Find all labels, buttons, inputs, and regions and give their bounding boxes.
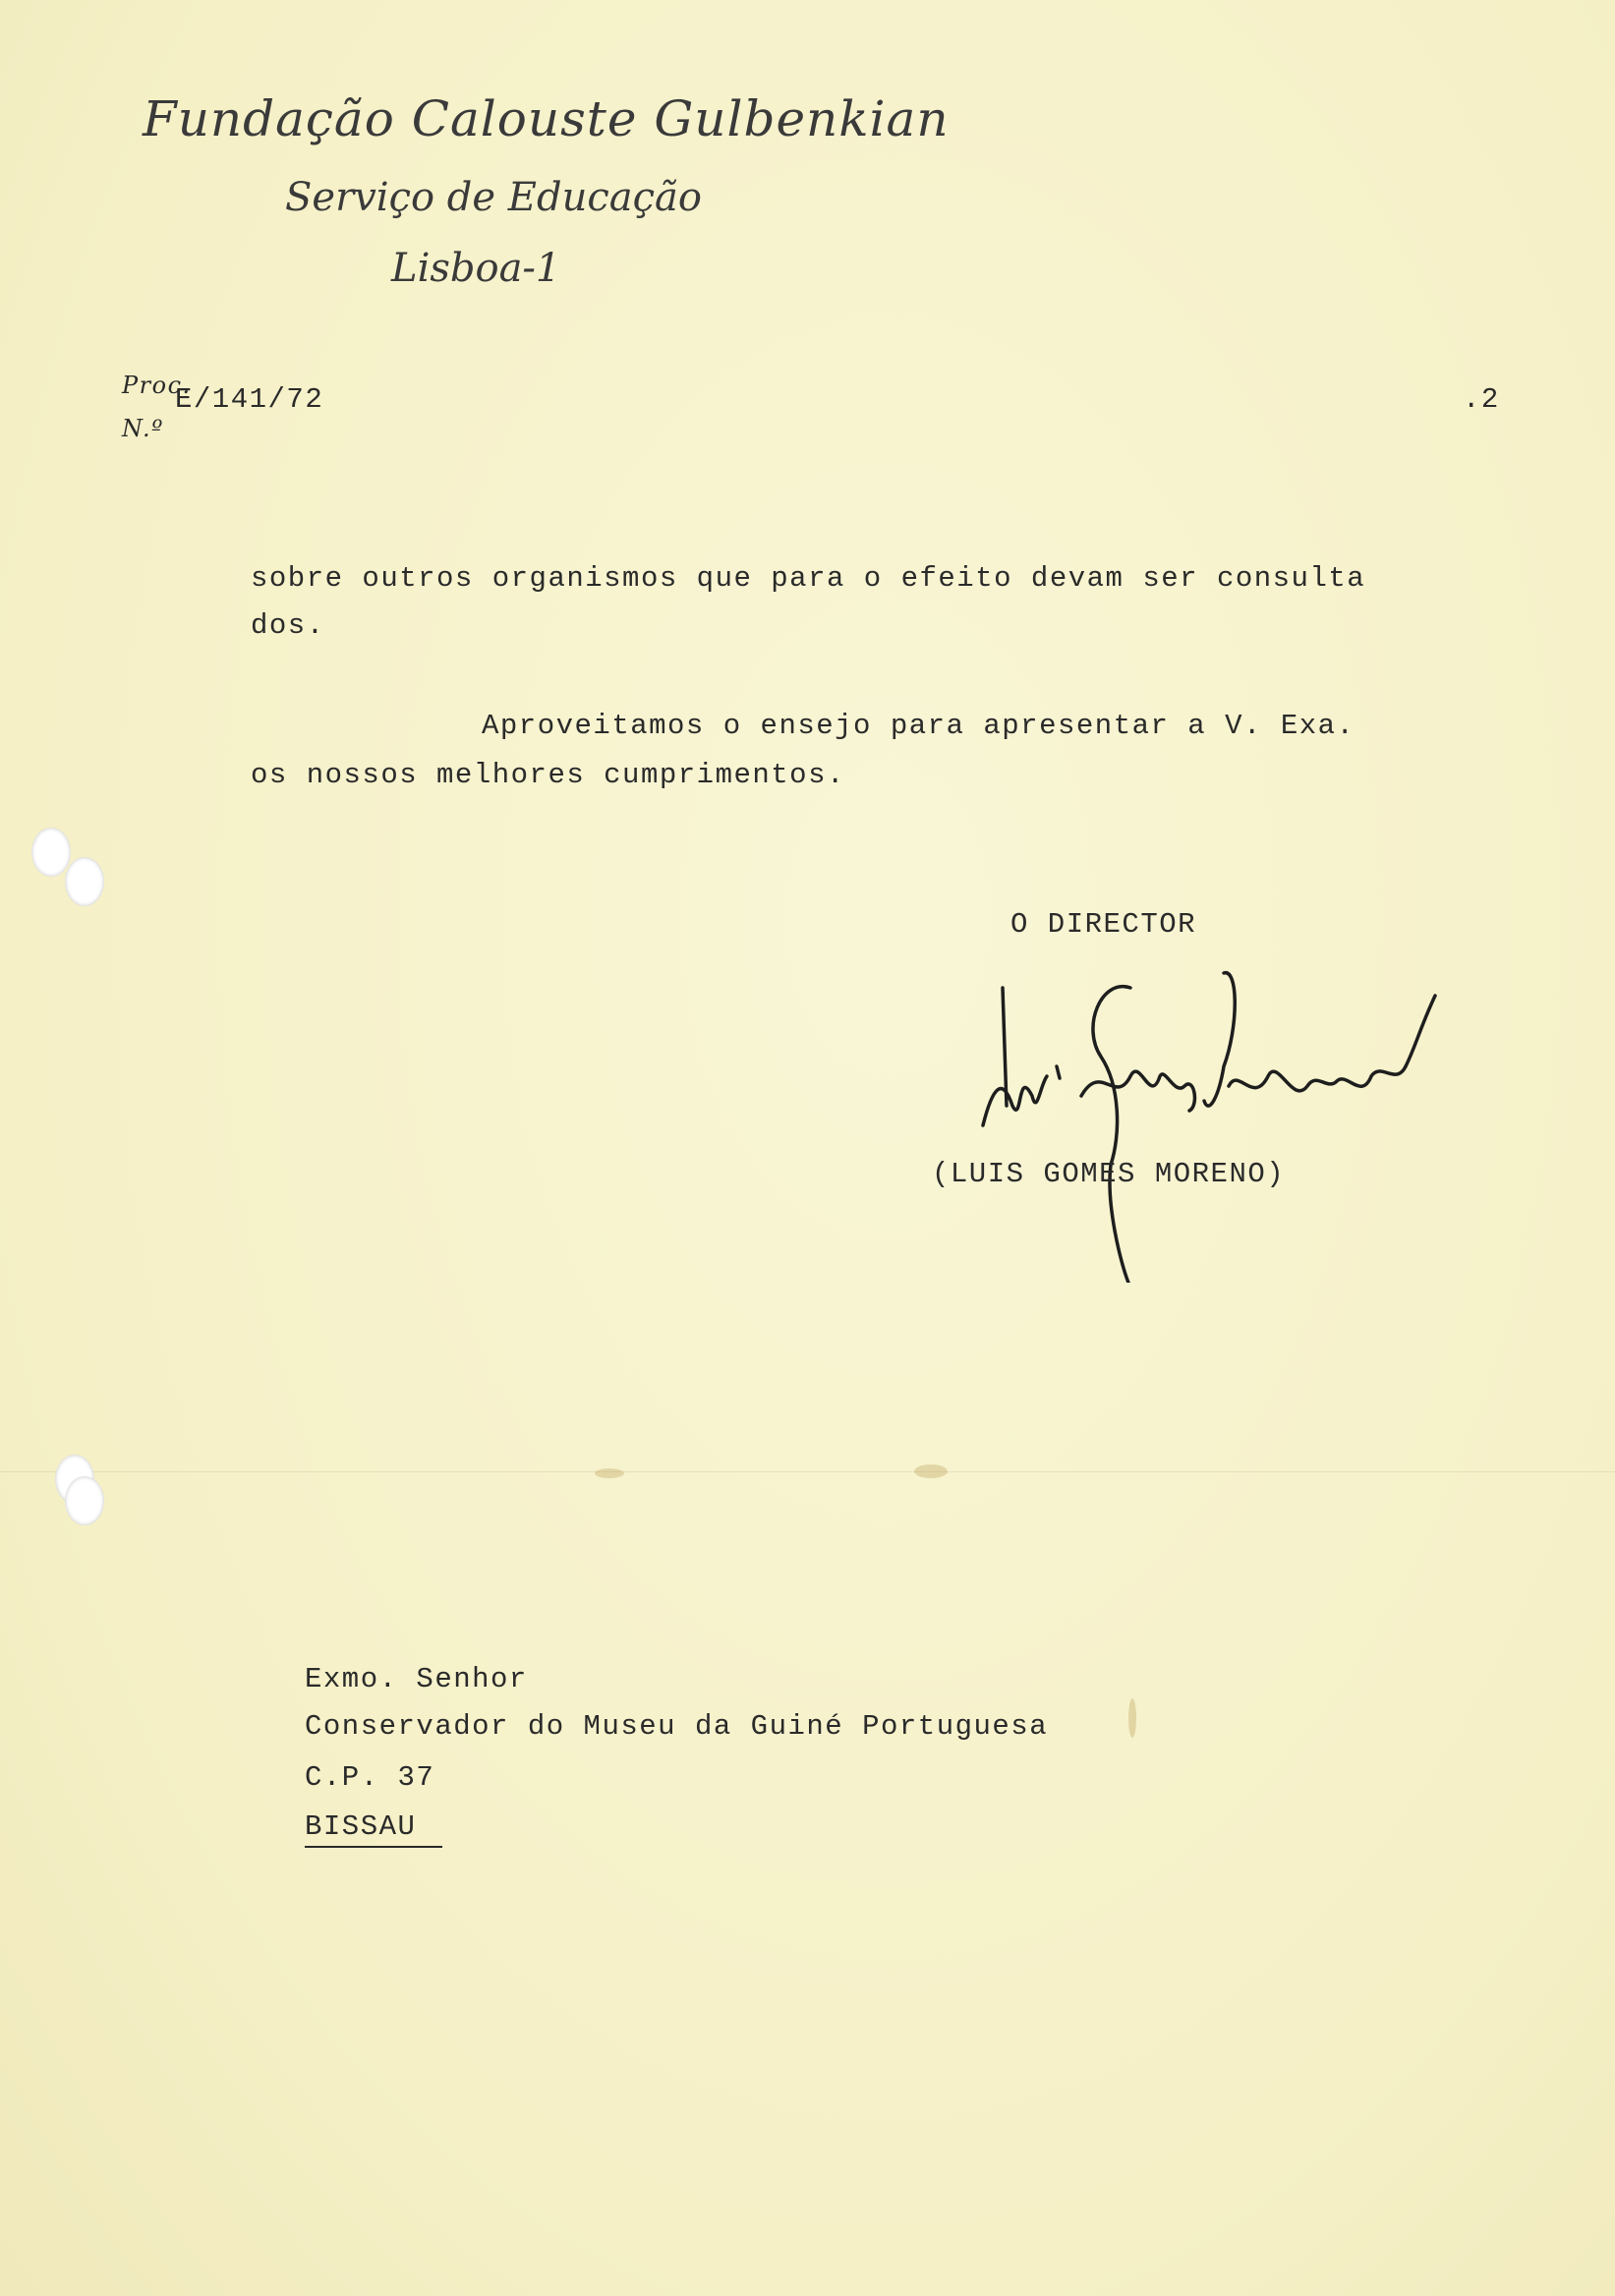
letterhead-department: Serviço de Educação <box>285 175 702 220</box>
address-recipient: Conservador do Museu da Guiné Portuguesa <box>305 1710 1049 1743</box>
fold-line <box>0 1471 1615 1472</box>
address-city: BISSAU <box>305 1810 417 1843</box>
proc-label: Proc. <box>122 372 192 399</box>
signer-title: O DIRECTOR <box>1010 908 1197 941</box>
address-city-underline <box>305 1846 442 1848</box>
body-text-line: sobre outros organismos que para o efeito devam ser consulta <box>251 562 1366 595</box>
body-text-line: dos. <box>251 609 325 642</box>
paper-stain <box>1128 1698 1136 1738</box>
address-salutation: Exmo. Senhor <box>305 1663 528 1695</box>
page-number: .2 <box>1463 383 1500 416</box>
handwritten-signature <box>973 968 1445 1283</box>
reference-number: E/141/72 <box>175 383 324 416</box>
punch-hole <box>31 828 71 877</box>
letterhead-city: Lisboa-1 <box>391 246 561 291</box>
signer-name: (LUIS GOMES MORENO) <box>932 1158 1286 1190</box>
paper-stain <box>595 1468 624 1478</box>
body-text-line: os nossos melhores cumprimentos. <box>251 759 845 791</box>
body-text-line: Aproveitamos o ensejo para apresentar a V. Exa. <box>482 710 1355 742</box>
letterhead-organization: Fundação Calouste Gulbenkian <box>143 90 950 147</box>
punch-hole <box>65 857 104 906</box>
punch-hole <box>65 1476 104 1525</box>
number-label: N.º <box>122 415 164 442</box>
paper-stain <box>914 1464 948 1478</box>
address-po-box: C.P. 37 <box>305 1761 435 1794</box>
